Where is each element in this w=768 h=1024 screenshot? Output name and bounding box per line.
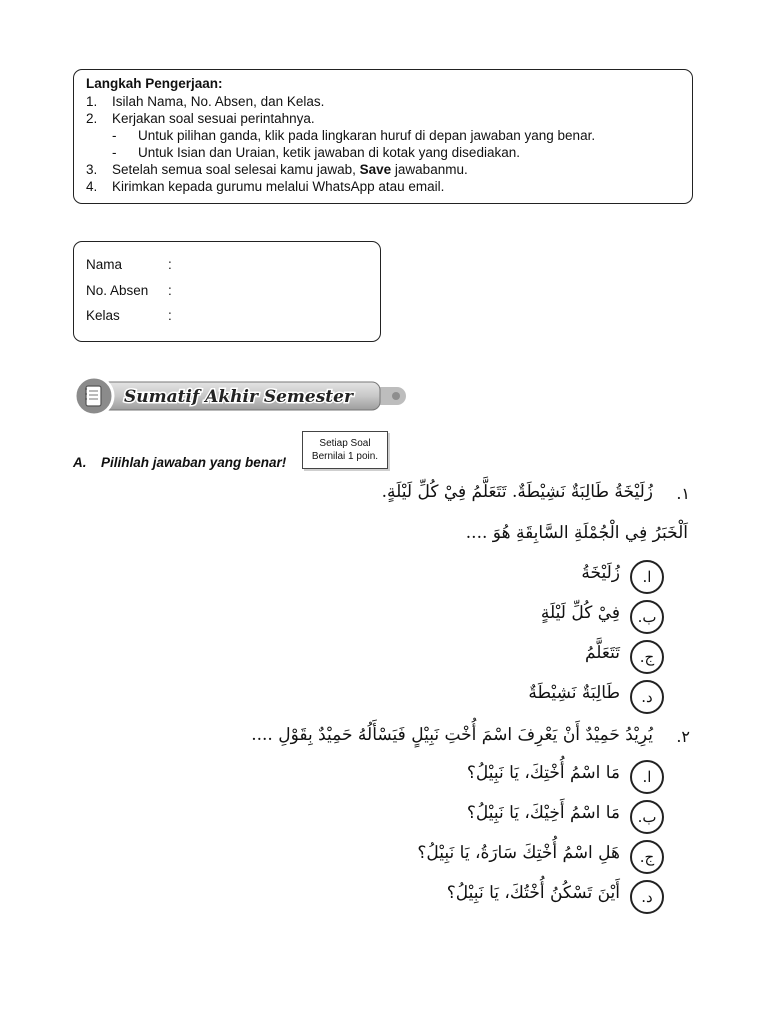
question-number: ٢. xyxy=(676,727,690,746)
option-circle-b[interactable]: ب. xyxy=(630,600,664,634)
question-number: ١. xyxy=(676,484,690,503)
option-text: طَالِبَةٌ نَشِيْطَةٌ xyxy=(528,683,620,703)
instructions-title: Langkah Pengerjaan: xyxy=(86,76,223,91)
banner-title: Sumatif Akhir Semester xyxy=(124,387,353,407)
option-circle-b[interactable]: ب. xyxy=(630,800,664,834)
option-text: فِيْ كُلِّ لَيْلَةٍ xyxy=(540,603,620,623)
option-text: هَلِ اسْمُ أُخْتِكَ سَارَةُ، يَا نَبِيْلُ؟ xyxy=(417,843,620,863)
score-note: Setiap Soal Bernilai 1 poin. xyxy=(302,431,388,469)
option-circle-a[interactable]: ا. xyxy=(630,560,664,594)
identity-box: Nama : No. Absen : Kelas : xyxy=(73,241,381,342)
option-text: تَتَعَلَّمُ xyxy=(584,643,620,663)
question-text: يُرِيْدُ حَمِيْدٌ أَنْ يَعْرِفَ اسْمَ أُخْتِ نَبِيْلٍ فَيَسْأَلُهُ حَمِيْدٌ بِقَوْلِ .... xyxy=(251,725,653,745)
option-text: مَا اسْمُ أُخْتِكَ، يَا نَبِيْلُ؟ xyxy=(466,763,620,783)
option-circle-c[interactable]: ج. xyxy=(630,840,664,874)
save-keyword: Save xyxy=(359,162,392,177)
question-prompt: اَلْخَبَرُ فِي الْجُمْلَةِ السَّابِقَةِ هُوَ .... xyxy=(465,523,688,543)
option-text: مَا اسْمُ أَخِيْكَ، يَا نَبِيْلُ؟ xyxy=(466,803,620,823)
instructions-box: Langkah Pengerjaan: 1. Isilah Nama, No. Absen, dan Kelas. 2. Kerjakan soal sesuai perintahnya. - Untuk pilihan ganda, klik pada lingkaran huruf di depan jawaban yang benar. - Untuk Isian dan Uraian, ketik jawaban di kotak yang disediakan. 3. Setelah semua soal selesai kamu jawab, Save jawabanmu. 4. Kirimkan kepada gurumu melalui WhatsApp atau email. xyxy=(73,69,693,204)
question-text: زُلَيْخَةُ طَالِبَةٌ نَشِيْطَةٌ. تَتَعَلَّمُ فِيْ كُلِّ لَيْلَةٍ. xyxy=(381,482,653,502)
option-circle-a[interactable]: ا. xyxy=(630,760,664,794)
option-text: أَيْنَ تَسْكُنُ أُخْتُكَ، يَا نَبِيْلُ؟ xyxy=(446,883,620,903)
option-circle-d[interactable]: د. xyxy=(630,880,664,914)
notebook-icon xyxy=(85,386,101,406)
section-banner xyxy=(70,373,410,419)
option-text: زُلَيْخَةُ xyxy=(581,563,620,583)
option-circle-c[interactable]: ج. xyxy=(630,640,664,674)
option-circle-d[interactable]: د. xyxy=(630,680,664,714)
